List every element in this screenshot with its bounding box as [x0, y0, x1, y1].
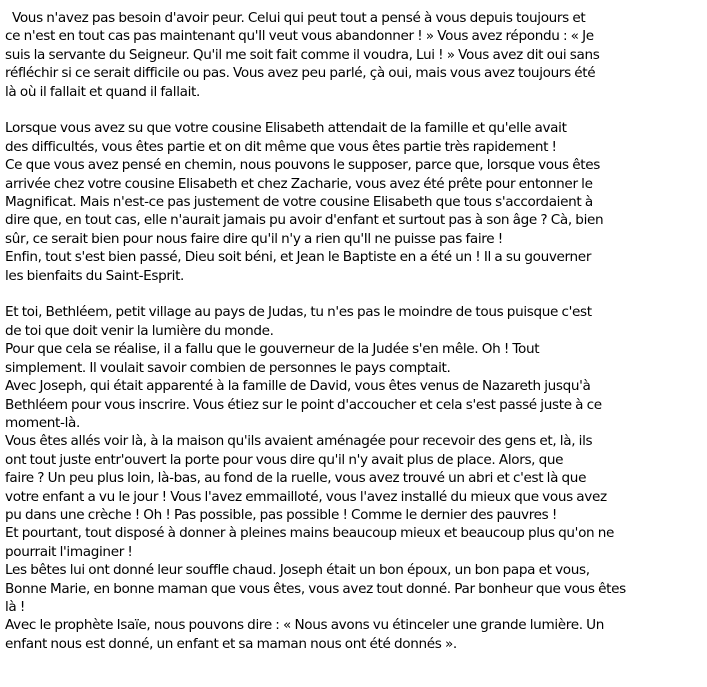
- text-line: ce n'est en tout cas pas maintenant qu'Il veut vous abandonner ! » Vous avez répondu : « Je: [5, 28, 594, 45]
- text-line: faire ? Un peu plus loin, là-bas, au fond de la ruelle, vous avez trouvé un abri et c'est là que: [5, 470, 587, 487]
- text-line: Vous n'avez pas besoin d'avoir peur. Celui qui peut tout a pensé à vous depuis toujours et: [5, 10, 586, 26]
- text-line: ont tout juste entr'ouvert la porte pour vous dire qu'il n'y avait plus de place. Alors, que: [5, 451, 564, 468]
- text-line: Bonne Marie, en bonne maman que vous êtes, vous avez tout donné. Par bonheur que vous êtes: [5, 580, 626, 597]
- text-line: dire que, en tout cas, elle n'aurait jamais pu avoir d'enfant et surtout pas à son âge ? Cà, bien: [5, 212, 604, 229]
- paragraph-1: [5, 9, 703, 101]
- text-line: sûr, ce serait bien pour nous faire dire qu'il n'y a rien qu'Il ne puisse pas faire !: [5, 230, 503, 247]
- document-body: [5, 9, 703, 653]
- text-line: votre enfant a vu le jour ! Vous l'avez emmailloté, vous l'avez installé du mieux que vous avez: [5, 488, 607, 505]
- text-line: Vous êtes allés voir là, à la maison qu'ils avaient aménagée pour recevoir des gens et, là, ils: [5, 433, 593, 450]
- paragraph-spacer: [5, 101, 703, 119]
- text-line: Enfin, tout s'est bien passé, Dieu soit béni, et Jean le Baptiste en a été un ! Il a su gouverner: [5, 249, 592, 266]
- text-line: Pour que cela se réalise, il a fallu que le gouverneur de la Judée s'en mêle. Oh ! Tout: [5, 341, 540, 358]
- text-line: les bienfaits du Saint-Esprit.: [5, 267, 185, 284]
- text-line: Et pourtant, tout disposé à donner à pleines mains beaucoup mieux et beaucoup plus qu'on ne: [5, 525, 615, 542]
- paragraph-2: [5, 119, 703, 285]
- text-line: Avec Joseph, qui était apparenté à la famille de David, vous êtes venus de Nazareth jusqu'à: [5, 378, 591, 395]
- text-line: Ce que vous avez pensé en chemin, nous pouvons le supposer, parce que, lorsque vous êtes: [5, 157, 600, 174]
- text-line: Les bêtes lui ont donné leur souffle chaud. Joseph était un bon époux, un bon papa et vous,: [5, 562, 590, 579]
- text-line: Magnificat. Mais n'est-ce pas justement de votre cousine Elisabeth que tous s'accordaient à: [5, 194, 593, 211]
- text-line: enfant nous est donné, un enfant et sa maman nous ont été donnés ».: [5, 635, 457, 652]
- paragraph-3: [5, 303, 703, 653]
- text-line: Avec le prophète Isaïe, nous pouvons dire : « Nous avons vu étinceler une grande lumière. Un: [5, 617, 605, 634]
- text-line: là où il fallait et quand il fallait.: [5, 83, 200, 100]
- text-line: pourrait l'imaginer !: [5, 543, 133, 560]
- text-line: des difficultés, vous êtes partie et on dit même que vous êtes partie très rapidement !: [5, 138, 557, 155]
- text-line: moment-là.: [5, 414, 80, 431]
- text-line: pu dans une crèche ! Oh ! Pas possible, pas possible ! Comme le dernier des pauvres !: [5, 506, 557, 523]
- text-line: Bethléem pour vous inscrire. Vous étiez sur le point d'accoucher et cela s'est passé juste à ce: [5, 396, 602, 413]
- text-line: de toi que doit venir la lumière du monde.: [5, 322, 274, 339]
- paragraph-spacer: [5, 285, 703, 303]
- text-line: là !: [5, 598, 25, 615]
- text-line: Lorsque vous avez su que votre cousine Elisabeth attendait de la famille et qu'elle avait: [5, 120, 567, 137]
- text-line: simplement. Il voulait savoir combien de personnes le pays comptait.: [5, 359, 451, 376]
- text-line: Et toi, Bethléem, petit village au pays de Judas, tu n'es pas le moindre de tous puisque c'est: [5, 304, 592, 321]
- text-line: arrivée chez votre cousine Elisabeth et chez Zacharie, vous avez été prête pour entonner le: [5, 175, 593, 192]
- text-line: suis la servante du Seigneur. Qu'il me soit fait comme il voudra, Lui ! » Vous avez dit oui sans: [5, 46, 600, 63]
- text-line: réfléchir si ce serait difficile ou pas. Vous avez peu parlé, çà oui, mais vous avez toujours été: [5, 65, 596, 82]
